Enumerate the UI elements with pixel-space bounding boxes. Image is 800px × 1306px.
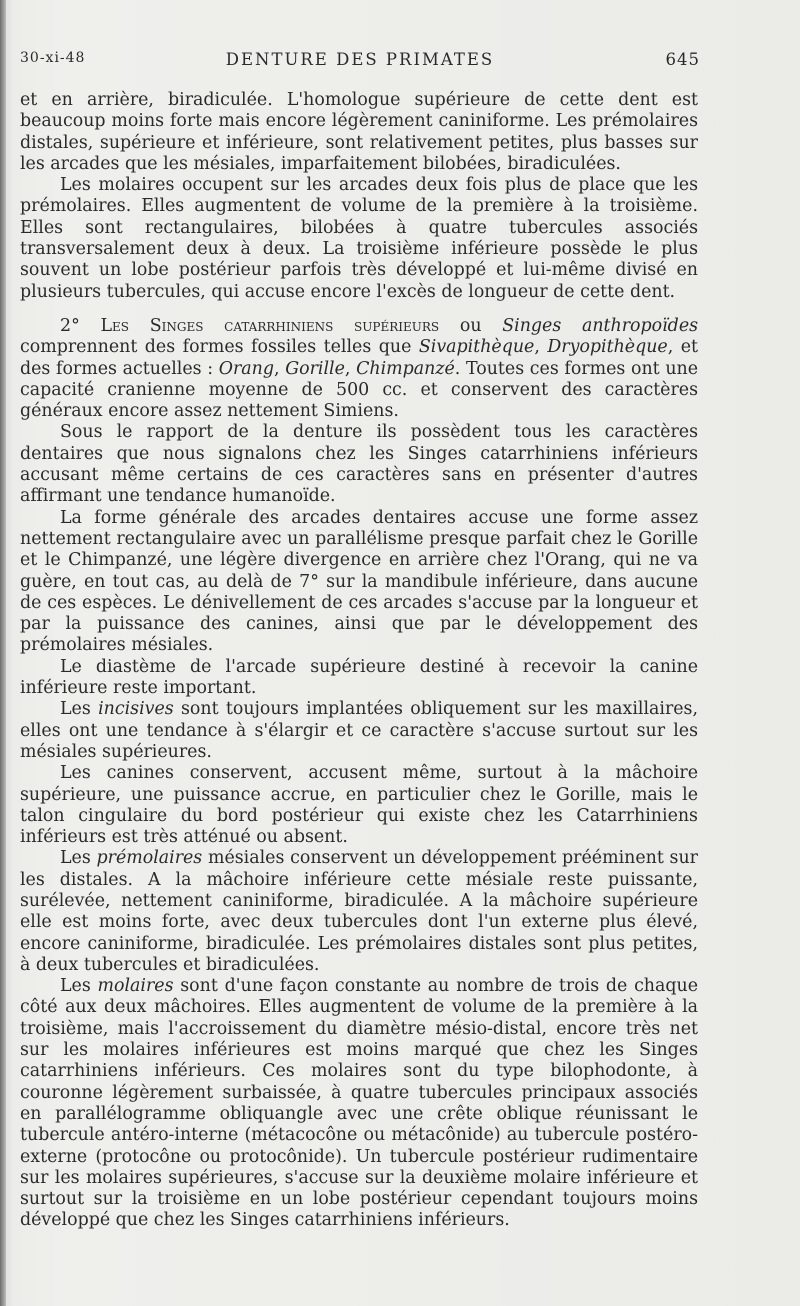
term-molaires: molaires [97,976,174,997]
page-binding-edge [0,0,6,1306]
section-heading: Les Singes catarrhiniens supérieurs [100,315,440,336]
paragraph-diasteme: Le diastème de l'arcade supérieure destiné à recevoir la canine inférieure reste important. [20,656,698,699]
header-title: DENTURE DES PRIMATES [225,50,495,69]
body-text [20,90,698,1232]
paragraph-continuation: et en arrière, biradiculée. L'homologue supérieure de cette dent est beaucoup moins forte mais encore légèrement caniniforme. Les prémolaires distales, supérieure et inférieure, sont relativement petites, plus basses sur les arcades que les mésiales, imparfaitement bilobées, biradiculées. [20,90,698,174]
paragraph-forme: La forme générale des arcades dentaires accuse une forme assez nettement rectangulaire avec un parallélisme presque parfait chez le Gorille et le Chimpanzé, une légère divergence en arrière chez l'Orang, qui ne va guère, en tout cas, au delà de 7° sur la mandibule inférieure, dans aucune de ces espèces. Le dénivellement de ces arcades s'accuse par la longueur et par la puissance des canines, ainsi que par le développement des prémolaires mésiales. [20,507,698,656]
term-incisives: incisives [98,699,174,720]
running-header [20,50,700,76]
section-alt-name: Singes anthropoïdes [502,315,699,336]
section-number: 2° [60,315,80,336]
paragraph-incisives: Les incisives sont toujours implantées obliquement sur les maxillaires, elles ont une tendance à s'élargir et ce caractère s'accuse surtout sur les mésiales supérieures. [20,699,699,762]
header-date-mark: 30-xi-48 [20,50,86,66]
paragraph-molaires: Les molaires sont d'une façon constante au nombre de trois de chaque côté aux deux mâchoires. Elles augmentent de volume de la première à la troisième, mais l'accroissement du diamètre mésio-distal, encore très net sur les molaires inférieures est moins marqué que chez les Singes catarrhiniens inférieurs. Ces molaires sont du type bilophodonte, à couronne légèrement surbaissée, à quatre tubercules principaux associés en parallélogramme obliquangle avec une crête oblique réunissant le tubercule antéro-interne (métacocône ou métacônide) au tubercule postéro-externe (protocône ou protocônide). Un tubercule postérieur rudimentaire sur les molaires supérieures, s'accuse sur la deuxième molaire inférieure et surtout sur la troisième en un lobe postérieur cependant toujours moins développé que chez les Singes catarrhiniens inférieurs. [20,976,699,1231]
term-premolaires: prémolaires [96,848,203,869]
paragraph-premolaires: Les prémolaires mésiales conservent un développement prééminent sur les distales. A la mâchoire inférieure cette mésiale reste puissante, surélevée, nettement caniniforme, biradiculée. A la mâchoire supérieure elle est moins forte, avec deux tubercules dont l'un externe plus élevé, encore caniniforme, biradiculée. Les prémolaires distales sont plus petites, à deux tubercules et biradiculées. [20,848,698,975]
paragraph-denture: Sous le rapport de la denture ils possèdent tous les caractères dentaires que nous signalons chez les Singes catarrhiniens inférieurs accusant même certains de ces caractères sans en présenter d'autres affirmant une tendance humanoïde. [20,422,698,507]
paragraph-canines: Les canines conservent, accusent même, surtout à la mâchoire supérieure, une puissance accrue, en particulier chez le Gorille, mais le talon cingulaire du bord postérieur qui existe chez les Catarrhiniens inférieurs est très atténué ou absent. [20,763,698,848]
page-number: 645 [665,50,700,69]
paragraph-molaires-intro: Les molaires occupent sur les arcades deux fois plus de place que les prémolaires. Elles augmentent de volume de la première à la troisième. Elles sont rectangulaires, bilobées à quatre tubercules associés transversalement deux à deux. La troisième inférieure possède le plus souvent un lobe postérieur parfois très développé et lui-même divisé en plusieurs tubercules, qui accuse encore l'excès de longueur de cette dent. [20,175,698,302]
section-2-intro: 2° Les Singes catarrhiniens supérieurs ou Singes anthropoïdes comprennent des formes fossiles telles que Sivapithèque, Dryopithèque, et des formes actuelles : Orang, Gorille, Chimpanzé. Toutes ces formes ont une capacité cranienne moyenne de 500 cc. et conservent des caractères généraux encore assez nettement Simiens. [20,315,699,422]
